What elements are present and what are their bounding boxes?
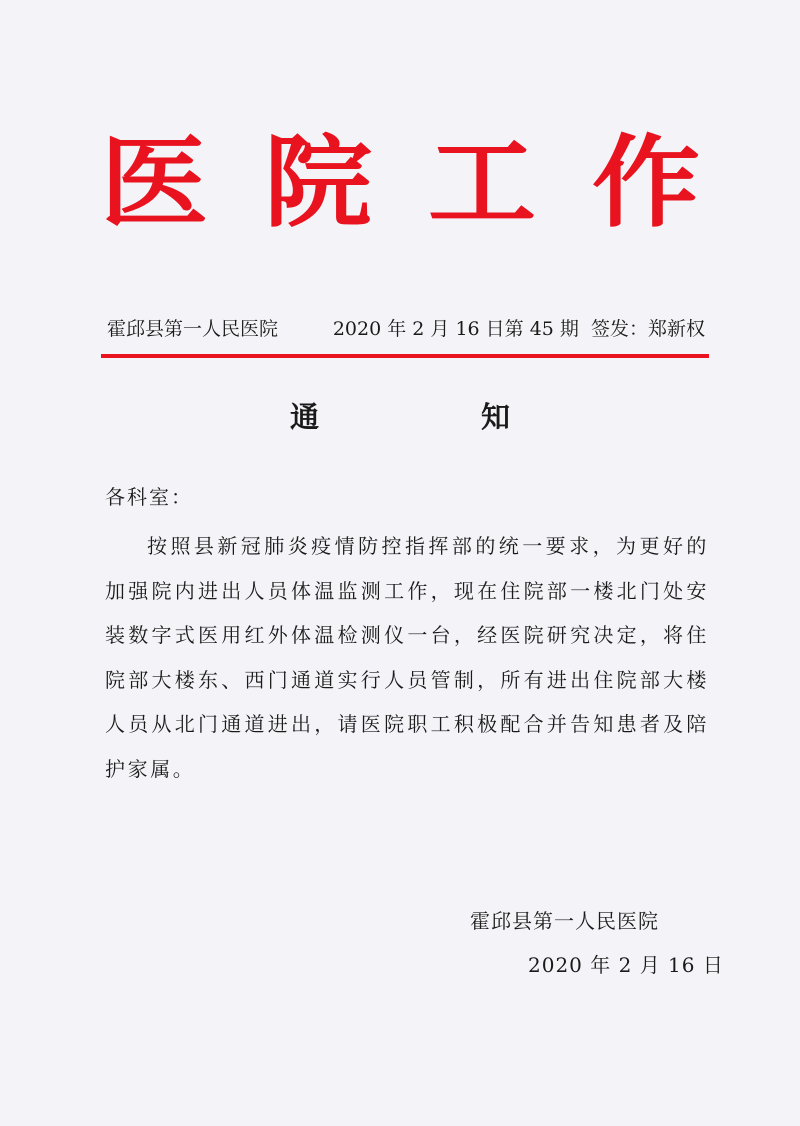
issue-meta: 2020 年 2 月 16 日第 45 期 签发：郑新权 (332, 318, 705, 340)
signature-date: 2020 年 2 月 16 日 (528, 953, 724, 977)
red-divider (101, 354, 709, 358)
notice-title (290, 393, 510, 441)
signature-organization: 霍邱县第一人民医院 (470, 909, 659, 933)
issue-line (107, 314, 705, 344)
notice-title-char: 通 (290, 400, 320, 434)
issuing-organization: 霍邱县第一人民医院 (107, 318, 279, 340)
masthead-char: 院 (263, 125, 372, 241)
masthead-title (100, 118, 700, 248)
salutation: 各科室： (105, 485, 193, 509)
masthead-char: 作 (591, 125, 700, 241)
notice-body: 按照县新冠肺炎疫情防控指挥部的统一要求，为更好的加强院内进出人员体温监测工作，现在住院部一楼北门处安装数字式医用红外体温检测仪一台，经医院研究决定，将住院部大楼东、西门通道实行人员管制，所有进出住院部大楼人员从北门通道进出，请医院职工积极配合并告知患者及陪护家属。 (105, 534, 709, 781)
masthead-char: 工 (427, 125, 536, 241)
masthead-char: 医 (100, 125, 209, 241)
notice-title-char: 知 (480, 400, 510, 434)
